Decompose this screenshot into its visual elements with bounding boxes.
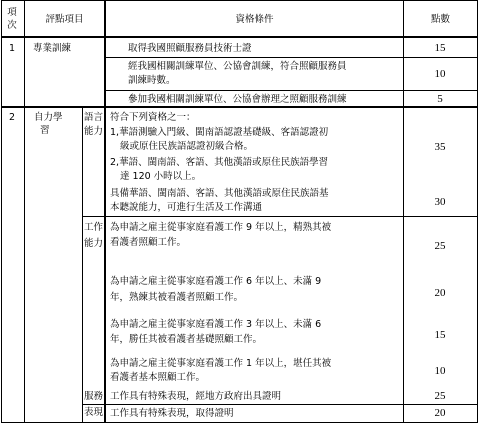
service-points1: 25 [434,390,446,402]
row1-condition3: 參加我國相關訓練單位、公協會辦理之照顧服務訓練 [128,94,347,105]
row2-number: 2 [9,112,16,123]
work-points3: 15 [434,329,446,341]
service-performance-label-1: 服務 [84,391,104,402]
header-item: 評點項目 [45,14,84,25]
row1-number: 1 [9,43,16,54]
work-condition3-line1: 為申請之雇主從事家庭看護工作 3 年以上、未滿 6 [110,319,322,330]
work-points1: 25 [434,240,446,252]
language-condition2-line2: 達 120 小時以上。 [120,171,202,182]
work-points2: 20 [434,287,446,299]
work-condition1-line1: 為申請之雇主從事家庭看護工作 9 年以上，精熟其被 [110,222,332,233]
service-points2: 20 [434,407,446,419]
row1-item: 專業訓練 [33,43,72,54]
work-ability-label-1: 工作 [84,222,104,233]
row2-item-line2: 習 [40,125,50,136]
row-separator [82,404,478,405]
language-points1: 35 [434,141,446,153]
language-ability-label-2: 能力 [84,126,104,137]
language-condition2-line1: 2,華語、閩南語、客語、其他漢語或原住民族語學習 [110,157,329,168]
work-condition3-line2: 年，勝任其被看護者基礎照顧工作。 [110,334,263,345]
language-ability-label-1: 語言 [84,112,104,123]
work-condition1-line2: 看護者照顧工作。 [110,237,187,248]
language-condition1-line1: 1,華語測驗入門級、閩南語認證基礎級、客語認證初 [110,127,329,138]
language-points2: 30 [434,196,446,208]
col-separator [403,0,404,423]
header-no-text: 項次 [7,7,17,31]
row-separator [82,216,478,217]
language-condition3-line2: 本聽說能力，可進行生活及工作溝通 [110,202,263,213]
header-conditions: 資格條件 [235,14,274,25]
row1-condition2-line1: 經我國相關訓練單位、公協會訓練，符合照顧服務員 [128,61,347,72]
row2-item-line1: 自力學 [34,112,63,123]
table-border-top [1,0,478,1]
table-border-left [1,0,2,423]
row1-condition1: 取得我國照顧服務員技術士證 [128,43,252,54]
work-points4: 10 [434,365,446,377]
work-ability-label-2: 能力 [84,238,104,249]
row1-points2: 10 [434,68,446,80]
row-separator [104,57,478,58]
row1-points3: 5 [437,93,443,105]
work-condition4-line1: 為申請之雇主從事家庭看護工作 1 年以上，堪任其被 [110,358,332,369]
row1-points1: 15 [434,42,446,54]
col-separator [104,0,106,423]
col-separator [82,107,83,423]
work-condition2-line1: 為申請之雇主從事家庭看護工作 6 年以上、未滿 9 [110,276,322,287]
row1-condition2-line2: 訓練時數。 [128,75,176,86]
work-condition2-line2: 年，熟練其被看護者照顧工作。 [110,292,244,303]
header-no [5,6,19,32]
language-condition-intro: 符合下列資格之一： [110,112,196,123]
language-condition1-line2: 級或原住民族語認證初級合格。 [120,141,254,152]
language-condition3-line1: 具備華語、閩南語、客語、其他漢語或原住民族語基 [110,188,329,199]
service-condition2: 工作具有特殊表現，取得證明 [110,408,234,419]
col-separator [24,0,25,423]
service-condition1: 工作具有特殊表現，經地方政府出具證明 [110,391,282,402]
row-separator [1,106,478,108]
work-condition4-line2: 看護者基本照顧工作。 [110,372,206,383]
table-border-bottom [1,422,478,423]
header-row-bottom-line [1,36,478,38]
service-performance-label-2: 表現 [84,407,104,418]
row-separator [104,90,478,91]
header-points: 點數 [430,14,450,25]
